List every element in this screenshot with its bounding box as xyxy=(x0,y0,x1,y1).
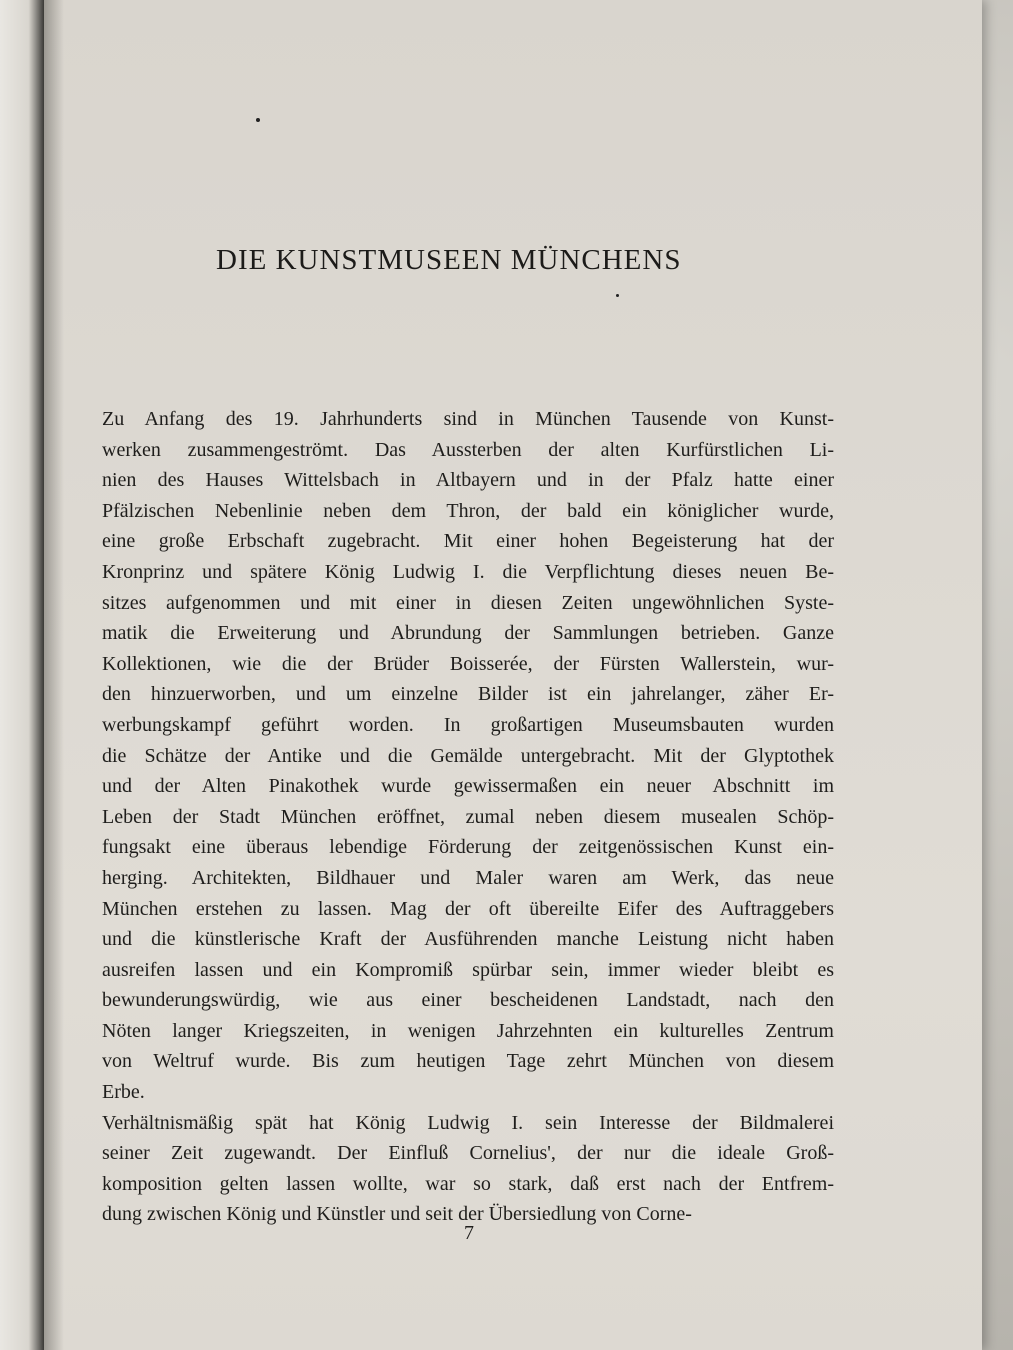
text-line: bewunderungswürdig, wie aus einer bescheidenen Landstadt, nach den xyxy=(102,989,834,1012)
page-title: DIE KUNSTMUSEEN MÜNCHENS xyxy=(216,244,682,276)
text-line: den hinzuerworben, und um einzelne Bilder ist ein jahrelanger, zäher Er- xyxy=(102,683,834,706)
text-line: matik die Erweiterung und Abrundung der Sammlungen betrieben. Ganze xyxy=(102,622,834,645)
page-number: 7 xyxy=(464,1222,474,1244)
text-line: Kronprinz und spätere König Ludwig I. die Verpflichtung dieses neuen Be- xyxy=(102,560,834,583)
text-line: fungsakt eine überaus lebendige Förderung der zeitgenössischen Kunst ein- xyxy=(102,836,834,859)
text-line: Zu Anfang des 19. Jahrhunderts sind in München Tausende von Kunst- xyxy=(102,408,834,430)
text-line: Leben der Stadt München eröffnet, zumal neben diesem musealen Schöp- xyxy=(102,805,834,828)
text-line: München erstehen zu lassen. Mag der oft übereilte Eifer des Auftraggebers xyxy=(102,897,834,920)
text-line: ausreifen lassen und ein Kompromiß spürbar sein, immer wieder bleibt es xyxy=(102,958,834,981)
paragraph xyxy=(102,1108,834,1230)
text-line: Nöten langer Kriegszeiten, in wenigen Jahrzehnten ein kulturelles Zentrum xyxy=(102,1019,834,1042)
text-line: Erbe. xyxy=(102,1081,145,1104)
ink-speck xyxy=(616,294,619,297)
text-line: Verhältnismäßig spät hat König Ludwig I. sein Interesse der Bildmalerei xyxy=(102,1111,834,1134)
text-line: die Schätze der Antike und die Gemälde untergebracht. Mit der Glyptothek xyxy=(102,744,834,767)
text-line: herging. Architekten, Bildhauer und Maler waren am Werk, das neue xyxy=(102,866,834,889)
text-line: Pfälzischen Nebenlinie neben dem Thron, der bald ein königlicher wurde, xyxy=(102,499,834,522)
text-line: werbungskampf geführt worden. In großartigen Museumsbauten wurden xyxy=(102,713,834,736)
paragraph xyxy=(102,404,834,1108)
text-line: Kollektionen, wie die der Brüder Boisserée, der Fürsten Wallerstein, wur- xyxy=(102,652,834,675)
text-line: werken zusammengeströmt. Das Aussterben der alten Kurfürstlichen Li- xyxy=(102,438,834,461)
body-text xyxy=(102,404,834,1230)
text-line: dung zwischen König und Künstler und seit der Übersiedlung von Corne- xyxy=(102,1203,692,1226)
text-line: komposition gelten lassen wollte, war so stark, daß erst nach der Entfrem- xyxy=(102,1172,834,1195)
text-line: seiner Zeit zugewandt. Der Einfluß Cornelius', der nur die ideale Groß- xyxy=(102,1142,834,1165)
text-line: eine große Erbschaft zugebracht. Mit einer hohen Begeisterung hat der xyxy=(102,530,834,553)
text-line: und die künstlerische Kraft der Ausführenden manche Leistung nicht haben xyxy=(102,928,834,951)
ink-speck xyxy=(256,118,260,122)
text-line: nien des Hauses Wittelsbach in Altbayern und in der Pfalz hatte einer xyxy=(102,469,834,492)
text-line: sitzes aufgenommen und mit einer in diesen Zeiten ungewöhnlichen Syste- xyxy=(102,591,834,614)
text-line: und der Alten Pinakothek wurde gewissermaßen ein neuer Abschnitt im xyxy=(102,775,834,798)
text-line: von Weltruf wurde. Bis zum heutigen Tage zehrt München von diesem xyxy=(102,1050,834,1073)
